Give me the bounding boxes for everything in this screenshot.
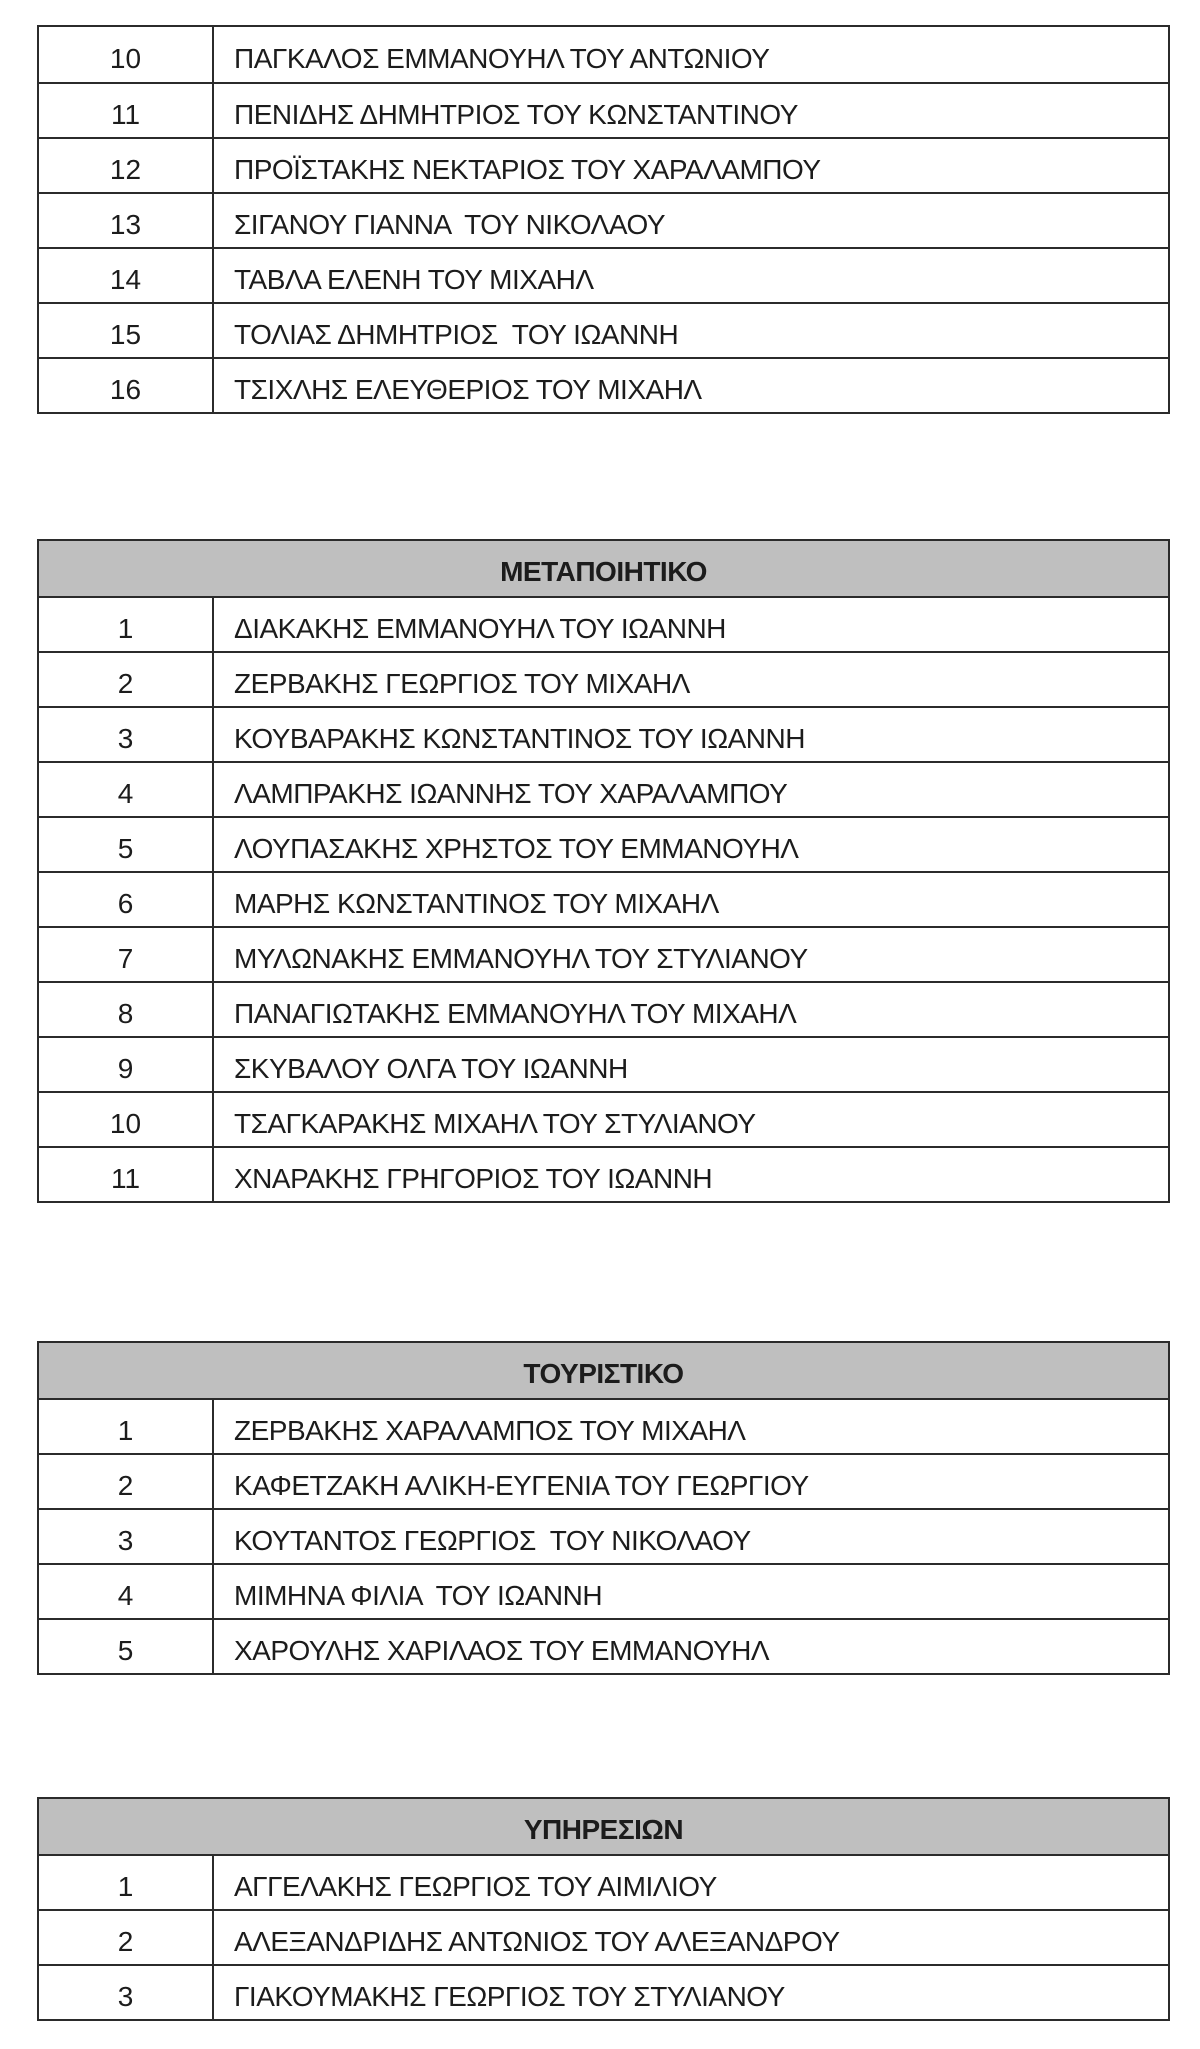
candidate-number: 2 (39, 653, 214, 706)
candidate-name: ΣΚΥΒΑΛΟΥ ΟΛΓΑ ΤΟΥ ΙΩΑΝΝΗ (234, 1053, 628, 1084)
candidate-row (39, 1398, 1168, 1453)
candidate-row (39, 816, 1168, 871)
table-sector-ypiresion (37, 1797, 1170, 2021)
candidate-name: ΚΟΥΒΑΡΑΚΗΣ ΚΩΝΣΤΑΝΤΙΝΟΣ ΤΟΥ ΙΩΑΝΝΗ (234, 723, 805, 754)
candidate-number: 11 (39, 1148, 214, 1201)
candidate-name: ΤΣΙΧΛΗΣ ΕΛΕΥΘΕΡΙΟΣ ΤΟΥ ΜΙΧΑΗΛ (234, 374, 702, 405)
candidate-row (39, 761, 1168, 816)
candidate-number: 6 (39, 873, 214, 926)
candidate-row (39, 302, 1168, 357)
section-spacer (37, 414, 1172, 539)
candidate-row (39, 1618, 1168, 1673)
candidate-row (39, 1508, 1168, 1563)
candidate-row (39, 1091, 1168, 1146)
candidate-name: ΖΕΡΒΑΚΗΣ ΧΑΡΑΛΑΜΠΟΣ ΤΟΥ ΜΙΧΑΗΛ (234, 1415, 746, 1446)
candidate-name: ΣΙΓΑΝΟΥ ΓΙΑΝΝΑ ΤΟΥ ΝΙΚΟΛΑΟΥ (234, 209, 666, 240)
candidate-row (39, 1854, 1168, 1909)
candidate-name: ΓΙΑΚΟΥΜΑΚΗΣ ΓΕΩΡΓΙΟΣ ΤΟΥ ΣΤΥΛΙΑΝΟΥ (234, 1981, 785, 2012)
candidate-number: 5 (39, 1620, 214, 1673)
candidate-row (39, 981, 1168, 1036)
candidate-name: ΠΡΟΪΣΤΑΚΗΣ ΝΕΚΤΑΡΙΟΣ ΤΟΥ ΧΑΡΑΛΑΜΠΟΥ (234, 154, 821, 185)
candidate-name: ΛΑΜΠΡΑΚΗΣ ΙΩΑΝΝΗΣ ΤΟΥ ΧΑΡΑΛΑΜΠΟΥ (234, 778, 788, 809)
candidate-name: ΔΙΑΚΑΚΗΣ ΕΜΜΑΝΟΥΗΛ ΤΟΥ ΙΩΑΝΝΗ (234, 613, 726, 644)
candidate-row (39, 357, 1168, 412)
candidate-name: ΜΑΡΗΣ ΚΩΝΣΤΑΝΤΙΝΟΣ ΤΟΥ ΜΙΧΑΗΛ (234, 888, 719, 919)
candidate-name: ΑΓΓΕΛΑΚΗΣ ΓΕΩΡΓΙΟΣ ΤΟΥ ΑΙΜΙΛΙΟΥ (234, 1871, 717, 1902)
candidate-name: ΤΟΛΙΑΣ ΔΗΜΗΤΡΙΟΣ ΤΟΥ ΙΩΑΝΝΗ (234, 319, 679, 350)
candidate-number: 3 (39, 708, 214, 761)
candidate-row (39, 871, 1168, 926)
candidate-row (39, 1964, 1168, 2019)
sector-header-touristiko: ΤΟΥΡΙΣΤΙΚΟ (39, 1343, 1168, 1398)
table-sector-metapoiitiko (37, 539, 1170, 1203)
candidate-name: ΧΝΑΡΑΚΗΣ ΓΡΗΓΟΡΙΟΣ ΤΟΥ ΙΩΑΝΝΗ (234, 1163, 713, 1194)
candidate-row (39, 1453, 1168, 1508)
candidate-number: 9 (39, 1038, 214, 1091)
candidate-row (39, 137, 1168, 192)
candidate-number: 5 (39, 818, 214, 871)
candidate-name: ΤΣΑΓΚΑΡΑΚΗΣ ΜΙΧΑΗΛ ΤΟΥ ΣΤΥΛΙΑΝΟΥ (234, 1108, 756, 1139)
candidate-name: ΠΑΝΑΓΙΩΤΑΚΗΣ ΕΜΜΑΝΟΥΗΛ ΤΟΥ ΜΙΧΑΗΛ (234, 998, 797, 1029)
candidate-name: ΚΑΦΕΤΖΑΚΗ ΑΛΙΚΗ-ΕΥΓΕΝΙΑ ΤΟΥ ΓΕΩΡΓΙΟΥ (234, 1470, 809, 1501)
candidate-row (39, 192, 1168, 247)
candidate-number: 10 (39, 27, 214, 82)
candidate-row (39, 1909, 1168, 1964)
candidate-row (39, 1036, 1168, 1091)
candidate-number: 3 (39, 1966, 214, 2019)
table-sector-touristiko (37, 1341, 1170, 1675)
candidate-name: ΤΑΒΛΑ ΕΛΕΝΗ ΤΟΥ ΜΙΧΑΗΛ (234, 264, 594, 295)
candidate-number: 1 (39, 1400, 214, 1453)
candidate-number: 13 (39, 194, 214, 247)
section-spacer (37, 1203, 1172, 1341)
candidate-row (39, 651, 1168, 706)
section-spacer (37, 1675, 1172, 1797)
candidate-number: 16 (39, 359, 214, 412)
candidate-number: 4 (39, 1565, 214, 1618)
candidate-name: ΜΙΜΗΝΑ ΦΙΛΙΑ ΤΟΥ ΙΩΑΝΝΗ (234, 1580, 603, 1611)
candidate-name: ΧΑΡΟΥΛΗΣ ΧΑΡΙΛΑΟΣ ΤΟΥ ΕΜΜΑΝΟΥΗΛ (234, 1635, 770, 1666)
candidate-number: 2 (39, 1911, 214, 1964)
sector-header-metapoiitiko: ΜΕΤΑΠΟΙΗΤΙΚΟ (39, 541, 1168, 596)
sector-header-ypiresion: ΥΠΗΡΕΣΙΩΝ (39, 1799, 1168, 1854)
candidate-name: ΑΛΕΞΑΝΔΡΙΔΗΣ ΑΝΤΩΝΙΟΣ ΤΟΥ ΑΛΕΞΑΝΔΡΟΥ (234, 1926, 840, 1957)
candidate-name: ΠΑΓΚΑΛΟΣ ΕΜΜΑΝΟΥΗΛ ΤΟΥ ΑΝΤΩΝΙΟΥ (234, 43, 770, 74)
candidate-row (39, 926, 1168, 981)
candidate-number: 15 (39, 304, 214, 357)
candidate-row (39, 82, 1168, 137)
candidate-number: 1 (39, 598, 214, 651)
candidate-number: 12 (39, 139, 214, 192)
candidate-row (39, 1146, 1168, 1201)
candidate-number: 4 (39, 763, 214, 816)
candidate-row (39, 706, 1168, 761)
candidate-number: 14 (39, 249, 214, 302)
candidate-number: 11 (39, 84, 214, 137)
candidate-number: 2 (39, 1455, 214, 1508)
candidate-name: ΚΟΥΤΑΝΤΟΣ ΓΕΩΡΓΙΟΣ ΤΟΥ ΝΙΚΟΛΑΟΥ (234, 1525, 751, 1556)
candidate-name: ΖΕΡΒΑΚΗΣ ΓΕΩΡΓΙΟΣ ΤΟΥ ΜΙΧΑΗΛ (234, 668, 690, 699)
candidate-row (39, 27, 1168, 82)
table-sector-continued (37, 25, 1170, 414)
candidate-number: 8 (39, 983, 214, 1036)
candidate-row (39, 596, 1168, 651)
candidate-number: 3 (39, 1510, 214, 1563)
candidate-row (39, 1563, 1168, 1618)
candidate-name: ΜΥΛΩΝΑΚΗΣ ΕΜΜΑΝΟΥΗΛ ΤΟΥ ΣΤΥΛΙΑΝΟΥ (234, 943, 808, 974)
candidate-number: 10 (39, 1093, 214, 1146)
candidate-row (39, 247, 1168, 302)
candidate-number: 1 (39, 1856, 214, 1909)
candidate-name: ΠΕΝΙΔΗΣ ΔΗΜΗΤΡΙΟΣ ΤΟΥ ΚΩΝΣΤΑΝΤΙΝΟΥ (234, 99, 798, 130)
candidate-number: 7 (39, 928, 214, 981)
candidate-name: ΛΟΥΠΑΣΑΚΗΣ ΧΡΗΣΤΟΣ ΤΟΥ ΕΜΜΑΝΟΥΗΛ (234, 833, 799, 864)
